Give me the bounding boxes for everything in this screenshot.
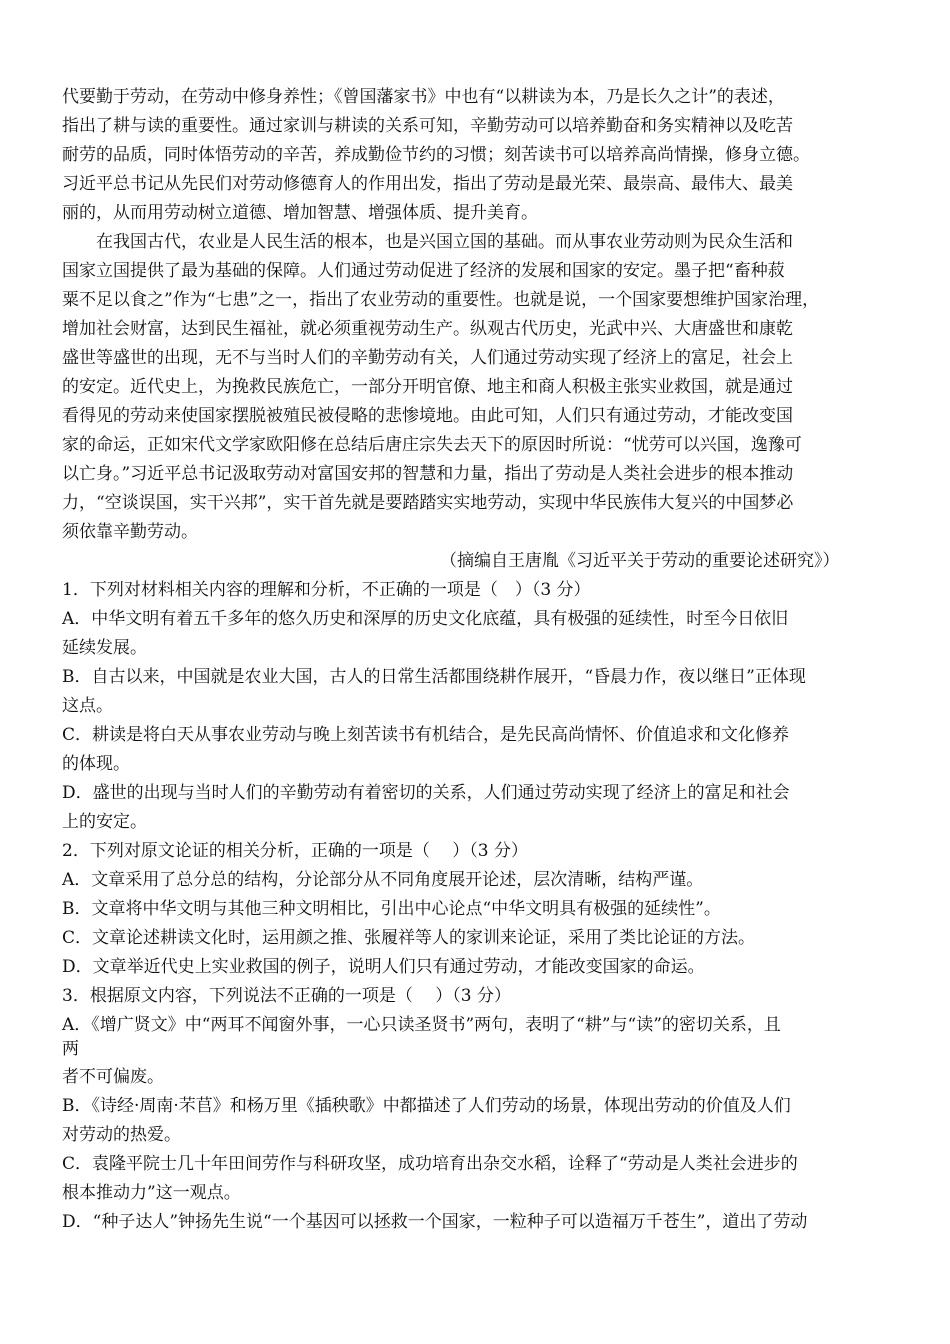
passage-line: 代要勤于劳动，在劳动中修身养性；《曾国藩家书》中也有“以耕读为本，乃是长久之计”的表述，	[62, 87, 785, 107]
option-d-cont: 上的安定。	[62, 812, 147, 832]
question-stem: 3．根据原文内容，下列说法不正确的一项是（ ）（3 分）	[62, 986, 511, 1006]
passage-line: 以亡身。”习近平总书记汲取劳动对富国安邦的智慧和力量，指出了劳动是人类社会进步的根本推动	[62, 464, 794, 484]
passage-line: 的安定。近代史上，为挽救民族危亡，一部分开明官僚、地主和商人积极主张实业救国，就是通过	[62, 377, 793, 397]
option-c: C．袁隆平院士几十年田间劳作与科研攻坚，成功培育出杂交水稻，诠释了“劳动是人类社会进步的	[62, 1154, 798, 1174]
option-a: A．中华文明有着五千多年的悠久历史和深厚的历史文化底蕴，具有极强的延续性，时至今日依旧	[62, 609, 789, 629]
passage-line: 指出了耕与读的重要性。通过家训与耕读的关系可知，辛勤劳动可以培养勤奋和务实精神以及吃苦	[62, 116, 793, 136]
passage-line: 增加社会财富，达到民生福祉，就必须重视劳动生产。纵观古代历史，光武中兴、大唐盛世和康乾	[62, 319, 793, 339]
option-c-cont: 的体现。	[62, 754, 130, 774]
passage-line: 习近平总书记从先民们对劳动修德育人的作用出发，指出了劳动是最光荣、最崇高、最伟大、最美	[62, 174, 793, 194]
option-a: A．文章采用了总分总的结构，分论部分从不同角度展开论述，层次清晰，结构严谨。	[62, 870, 704, 890]
passage-line: 看得见的劳动来使国家摆脱被殖民被侵略的悲惨境地。由此可知，人们只有通过劳动，才能改变国	[62, 406, 793, 426]
option-a-cont: 两	[62, 1039, 79, 1059]
option-c: C．文章论述耕读文化时，运用颜之推、张履祥等人的家训来论证，采用了类比论证的方法。	[62, 928, 756, 948]
passage-line: 须依靠辛勤劳动。	[62, 522, 198, 542]
passage-line: 在我国古代，农业是人民生活的根本，也是兴国立国的基础。而从事农业劳动则为民众生活和	[62, 232, 793, 252]
option-a: A．《增广贤文》中“两耳不闻窗外事，一心只读圣贤书”两句，表明了“耕”与“读”的密切关系，且	[62, 1015, 781, 1035]
option-b-cont: 对劳动的热爱。	[62, 1125, 181, 1145]
option-d: D．盛世的出现与当时人们的辛勤劳动有着密切的关系，人们通过劳动实现了经济上的富足和社会	[62, 783, 790, 803]
passage-line: 家的命运，正如宋代文学家欧阳修在总结后唐庄宗失去天下的原因时所说：“忧劳可以兴国，逸豫可	[62, 435, 802, 455]
option-d: D．文章举近代史上实业救国的例子，说明人们只有通过劳动，才能改变国家的命运。	[62, 957, 705, 977]
option-b: B．文章将中华文明与其他三种文明相比，引出中心论点“中华文明具有极强的延续性”。	[62, 899, 721, 919]
passage-line: 盛世等盛世的出现，无不与当时人们的辛勤劳动有关，人们通过劳动实现了经济上的富足，社会上	[62, 348, 793, 368]
option-b: B．《诗经·周南·芣苢》和杨万里《插秧歌》中都描述了人们劳动的场景，体现出劳动的价值及人们	[62, 1096, 791, 1116]
option-b-cont: 这点。	[62, 696, 113, 716]
option-b: B．自古以来，中国就是农业大国，古人的日常生活都围绕耕作展开，“昏晨力作，夜以继日”正体现	[62, 667, 806, 687]
passage-line: 丽的，从而用劳动树立道德、增加智慧、增强体质、提升美育。	[62, 203, 538, 223]
option-c-cont: 根本推动力”这一观点。	[62, 1183, 241, 1203]
option-a-cont: 延续发展。	[62, 638, 147, 658]
passage-line: 国家立国提供了最为基础的保障。人们通过劳动促进了经济的发展和国家的安定。墨子把“畜种菽	[62, 261, 785, 281]
passage-line: 粟不足以食之”作为“七患”之一，指出了农业劳动的重要性。也就是说，一个国家要想维护国家治理，	[62, 290, 820, 310]
source-citation: （摘编自王唐胤《习近平关于劳动的重要论述研究》）	[440, 551, 840, 571]
option-a-cont: 者不可偏废。	[62, 1067, 164, 1087]
passage-line: 耐劳的品质，同时体悟劳动的辛苦，养成勤俭节约的习惯；刻苦读书可以培养高尚情操，修身立德。	[62, 145, 810, 165]
option-d: D．“种子达人”钟扬先生说“一个基因可以拯救一个国家，一粒种子可以造福万千苍生”，道出了劳动	[62, 1212, 808, 1232]
option-c: C．耕读是将白天从事农业劳动与晚上刻苦读书有机结合，是先民高尚情怀、价值追求和文化修养	[62, 725, 790, 745]
question-stem: 2．下列对原文论证的相关分析，正确的一项是（ ）（3 分）	[62, 841, 528, 861]
question-stem: 1．下列对材料相关内容的理解和分析，不正确的一项是（ ）（3 分）	[62, 580, 591, 600]
passage-line: 力，“空谈误国，实干兴邦”，实干首先就是要踏踏实实地劳动，实现中华民族伟大复兴的中国梦必	[62, 493, 794, 513]
